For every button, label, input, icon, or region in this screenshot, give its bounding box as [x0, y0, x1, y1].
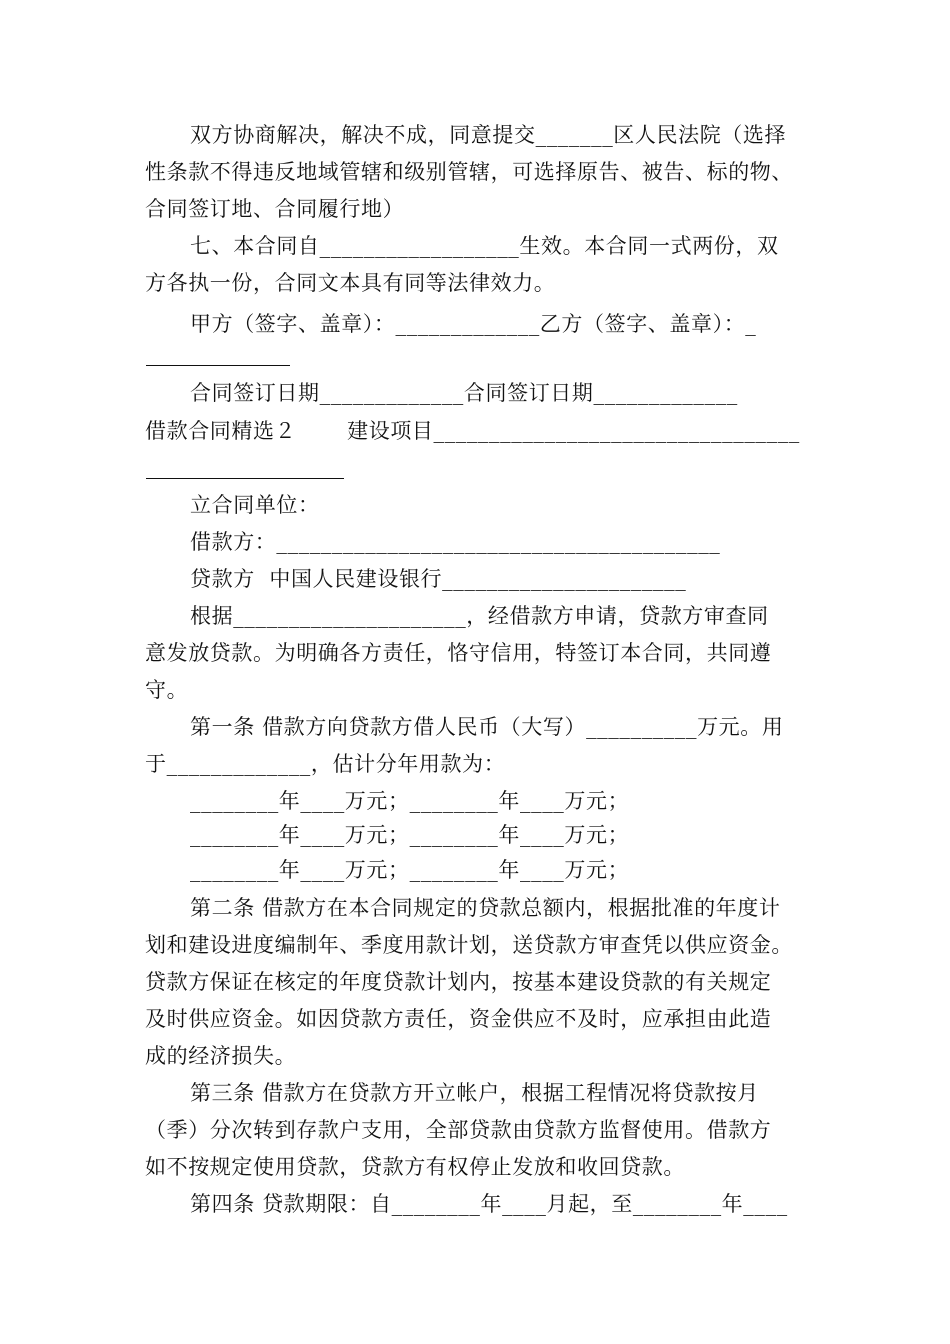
paragraph-line: 及时供应资金。如因贷款方责任，资金供应不及时，应承担由此造: [145, 1007, 772, 1031]
article-3-line: 第三条 借款方在贷款方开立帐户，根据工程情况将贷款按月: [190, 1081, 759, 1105]
article-7-line: 七、本合同自__________________生效。本合同一式两份，双: [190, 234, 779, 258]
signature-underline: [146, 365, 290, 366]
signing-date-line: 合同签订日期_____________合同签订日期_____________: [190, 381, 738, 405]
paragraph-line: 双方协商解决，解决不成，同意提交_______区人民法院（选择: [190, 123, 787, 147]
party-signature-line: 甲方（签字、盖章）：_____________乙方（签字、盖章）：_: [190, 312, 757, 336]
contract-parties-heading: 立合同单位：: [190, 493, 320, 517]
paragraph-line: 合同签订地、合同履行地）: [145, 197, 405, 221]
article-2-line: 第二条 借款方在本合同规定的贷款总额内，根据批准的年度计: [190, 896, 781, 920]
annual-amount-line: ________年____万元；________年____万元；: [190, 858, 630, 882]
paragraph-line: （季）分次转到存款户支用，全部贷款由贷款方监督使用。借款方: [145, 1118, 772, 1142]
section-heading-line: 借款合同精选２ 建设项目_________________________________: [145, 419, 800, 443]
paragraph-line: 性条款不得违反地域管辖和级别管辖，可选择原告、被告、标的物、: [145, 160, 793, 184]
paragraph-line: 守。: [145, 678, 189, 702]
annual-amount-line: ________年____万元；________年____万元；: [190, 789, 630, 813]
borrower-line: 借款方：________________________________________: [190, 530, 721, 554]
lender-line: 贷款方 中国人民建设银行______________________: [190, 567, 687, 591]
annual-amount-line: ________年____万元；________年____万元；: [190, 823, 630, 847]
paragraph-line: 成的经济损失。: [145, 1044, 297, 1068]
paragraph-line: 贷款方保证在核定的年度贷款计划内，按基本建设贷款的有关规定: [145, 970, 772, 994]
paragraph-line: 如不按规定使用贷款，贷款方有权停止发放和收回贷款。: [145, 1155, 685, 1179]
paragraph-line: 于_____________，估计分年用款为：: [145, 752, 506, 776]
article-1-line: 第一条 借款方向贷款方借人民币（大写）__________万元。用: [190, 715, 784, 739]
paragraph-line: 方各执一份，合同文本具有同等法律效力。: [145, 271, 556, 295]
article-4-line: 第四条 贷款期限：自________年____月起，至________年____: [190, 1192, 788, 1216]
paragraph-line: 划和建设进度编制年、季度用款计划，送贷款方审查凭以供应资金。: [145, 933, 793, 957]
project-underline: [146, 478, 344, 479]
paragraph-line: 意发放贷款。为明确各方责任，恪守信用，特签订本合同，共同遵: [145, 641, 772, 665]
paragraph-line: 根据_____________________，经借款方申请，贷款方审查同: [190, 604, 769, 628]
